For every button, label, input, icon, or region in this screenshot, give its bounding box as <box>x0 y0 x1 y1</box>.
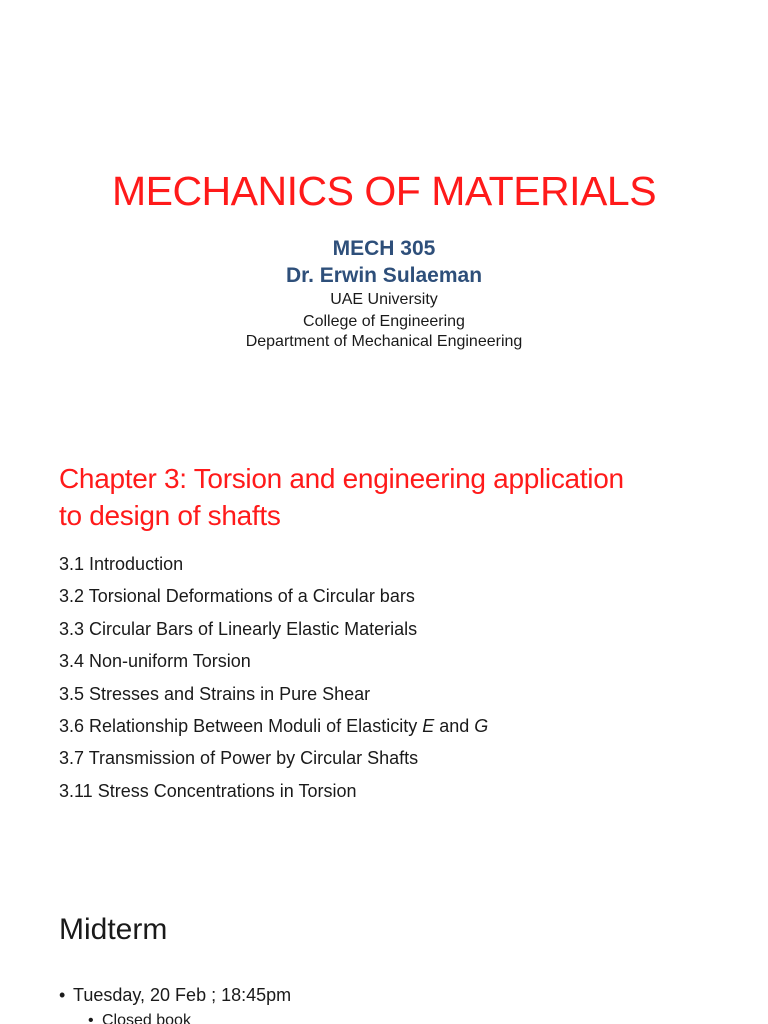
section-list <box>59 548 488 807</box>
section-item-text: 3.6 Relationship Between Moduli of Elasticity <box>59 716 423 737</box>
chapter-heading-line-2: to design of shafts <box>59 500 281 531</box>
university-name: UAE University <box>330 291 438 308</box>
section-item: 3.7 Transmission of Power by Circular Shafts <box>59 748 419 769</box>
section-item: 3.2 Torsional Deformations of a Circular bars <box>59 586 415 607</box>
college-name: College of Engineering <box>303 313 465 330</box>
midterm-heading: Midterm <box>59 913 168 946</box>
section-item: 3.11 Stress Concentrations in Torsion <box>59 780 357 801</box>
slide-title: MECHANICS OF MATERIALS <box>111 168 657 214</box>
section-item: 3.4 Non-uniform Torsion <box>59 651 251 672</box>
instructor-name: Dr. Erwin Sulaeman <box>285 264 483 287</box>
chapter-heading-line-1: Chapter 3: Torsion and engineering application <box>59 463 624 494</box>
course-code: MECH 305 <box>332 237 436 260</box>
section-item: 3.3 Circular Bars of Linearly Elastic Materials <box>59 618 418 639</box>
midterm-date-text: Tuesday, 20 Feb ; 18:45pm <box>73 985 292 1005</box>
midterm-date-bullet <box>59 982 291 1008</box>
midterm-rule-bullet <box>88 1010 191 1024</box>
section-item: 3.5 Stresses and Strains in Pure Shear <box>59 683 371 704</box>
department-name: Department of Mechanical Engineering <box>245 333 523 350</box>
section-item-text: and <box>434 716 475 737</box>
bullet-icon: • <box>88 1012 94 1024</box>
modulus-g-symbol: G <box>474 716 489 737</box>
section-item <box>59 710 488 742</box>
chapter-heading <box>59 460 749 534</box>
bullet-icon: • <box>59 985 66 1005</box>
section-item: 3.1 Introduction <box>59 554 184 574</box>
midterm-rule-text: Closed book <box>102 1012 191 1024</box>
modulus-e-symbol: E <box>422 716 435 737</box>
